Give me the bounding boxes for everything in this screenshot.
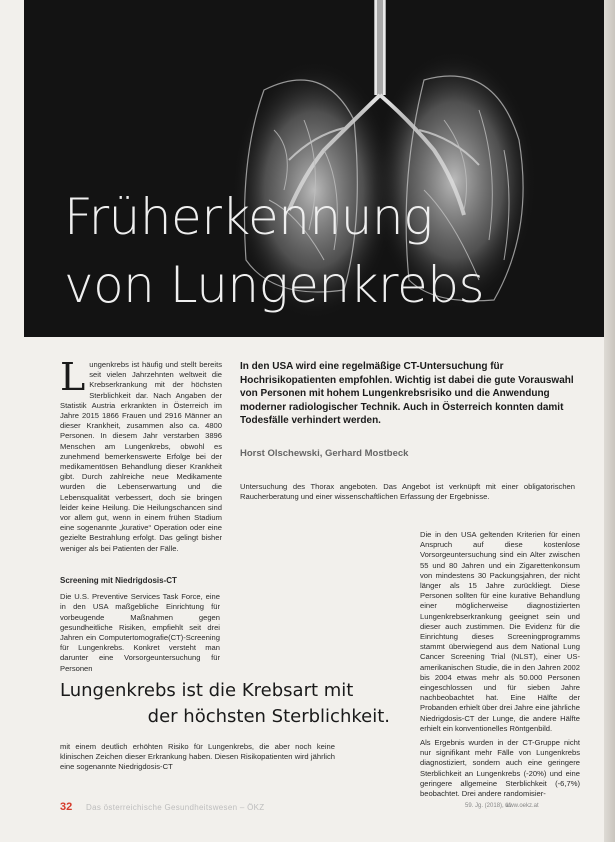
column-right-top	[240, 482, 575, 506]
results-paragraph: Als Ergebnis wurden in der CT-Gruppe nicht nur signifikant mehr Fälle von Lungenkrebs diagnostiziert, sondern auch eine geringere Sterblichkeit an Lungenkrebs (-20%) und eine geringere allgemeine Sterblichkeit (-6,7%) beobachtet. Drei andere randomisier-	[420, 738, 580, 799]
page-footer	[60, 801, 580, 815]
page-number: 32	[60, 801, 73, 813]
column-1-top	[60, 355, 222, 558]
lead-paragraph: In den USA wird eine regelmäßige CT-Untersuchung für Hochrisikopatienten empfohlen. Wichtig ist dabei die gute Vorauswahl von Personen mit hohem Lungenkrebsrisiko und die Anwendung moderner radiologischer Technik. Auch in Österreich konnten damit Todesfälle verhindert werden.	[240, 361, 574, 426]
column-1-bottom	[60, 742, 335, 777]
screening-paragraph: Die U.S. Preventive Services Task Force, eine in den USA maßgebliche Einrichtung für vorbeugende Maßnahmen gegen gesundheitliche Risiken, empfiehlt seit drei Jahren ein Computertomografie(CT)-Screening für Lungenkrebs. Konkret versteht man darunter eine Vorsorgeuntersuchung für Personen	[60, 592, 220, 673]
pull-quote	[60, 678, 390, 730]
pull-quote-line-2: der höchsten Sterblichkeit.	[147, 706, 390, 727]
hero-banner	[24, 0, 615, 337]
column-1-screening	[60, 570, 220, 678]
article-title-line-1: Früherkennung	[64, 188, 433, 246]
thorax-paragraph: Untersuchung des Thorax angeboten. Das Angebot ist verknüpft mit einer obligatorischen Raucherberatung und einer wissenschaftlichen Erfassung der Ergebnisse.	[240, 482, 575, 502]
section-subheading: Screening mit Niedrigdosis-CT	[60, 576, 177, 585]
column-right	[420, 530, 580, 803]
drop-cap: L	[60, 355, 86, 399]
pull-quote-line-1: Lungenkrebs ist die Krebsart mit	[60, 680, 354, 701]
author-byline: Horst Olschewski, Gerhard Mostbeck	[240, 448, 409, 459]
intro-text: ungenkrebs ist häufig und stellt bereits seit vielen Jahrzehnten weltweit die Krebserkrankung mit der höchsten Sterblichkeit dar. Nach Angaben der Statistik Austria erkrankten in Österreich im Jahre 2015 1866 Frauen und 2916 Männer an dieser Krankheit, zusammen also ca. 4800 Personen. In diesem Jahr verstarben 3896 Menschen am Lungenkrebs, obwohl es zunehmend bemerkenswerte Erfolge bei der medikamentösen Behandlung dieser Krankheit gibt. Durch zahlreiche neue Medikamente wurden die Lebenserwartung und die Lebensqualität verbessert, doch sie bringen leider keine Heilung. Die Heilungschancen sind vor allem gut, wenn in einem frühen Stadium eine sogenannte „kurative“ Operation oder eine gezielte Bestrahlung erfolgt. Das gelingt bisher weniger als bei Patienten der Fälle.	[60, 360, 222, 553]
intro-paragraph	[60, 355, 222, 554]
criteria-paragraph: Die in den USA geltenden Kriterien für einen Anspruch auf diese kostenlose Vorsorgeuntersuchung sind ein Alter zwischen 55 und 80 Jahren und ein Zigarettenkonsum von mindestens 30 Packungsjahren, der nicht länger als 15 Jahre zurückliegt. Diese Personen sollten für eine kurative Behandlung einer möglicherweise diagnostizierten Lungenkrebserkrankung geeignet sein und dieser auch zustimmen. Die Evidenz für die Einrichtung dieses Screeningprogramms stammt überwiegend aus dem National Lung Cancer Screening Trial (NLST), einer US-amerikanischen Studie, die in den Jahren 2002 bis 2004 etwas mehr als 50.000 Personen eingeschlossen und für sieben Jahre nachbeobachtet hat. Eine Hälfte der Probanden erhielt über drei Jahre eine jährliche Niedrigdosis-CT der Lunge, die andere Hälfte erhielt ein konventionelles Röntgenbild.	[420, 530, 580, 733]
publication-title: Das österreichische Gesundheitswesen – ÖKZ	[86, 803, 265, 812]
publication-url: www.oekz.at	[505, 803, 539, 809]
issue-date: 59. Jg. (2018), 11	[465, 803, 512, 809]
article-title-line-2: von Lungenkrebs	[64, 256, 485, 314]
scan-edge-shadow	[604, 0, 615, 842]
continued-paragraph: mit einem deutlich erhöhten Risiko für Lungenkrebs, die aber noch keine klinischen Zeichen dieser Erkrankung haben. Diesen Risikopatienten wird jährlich eine sogenannte Niedrigdosis-CT	[60, 742, 335, 772]
